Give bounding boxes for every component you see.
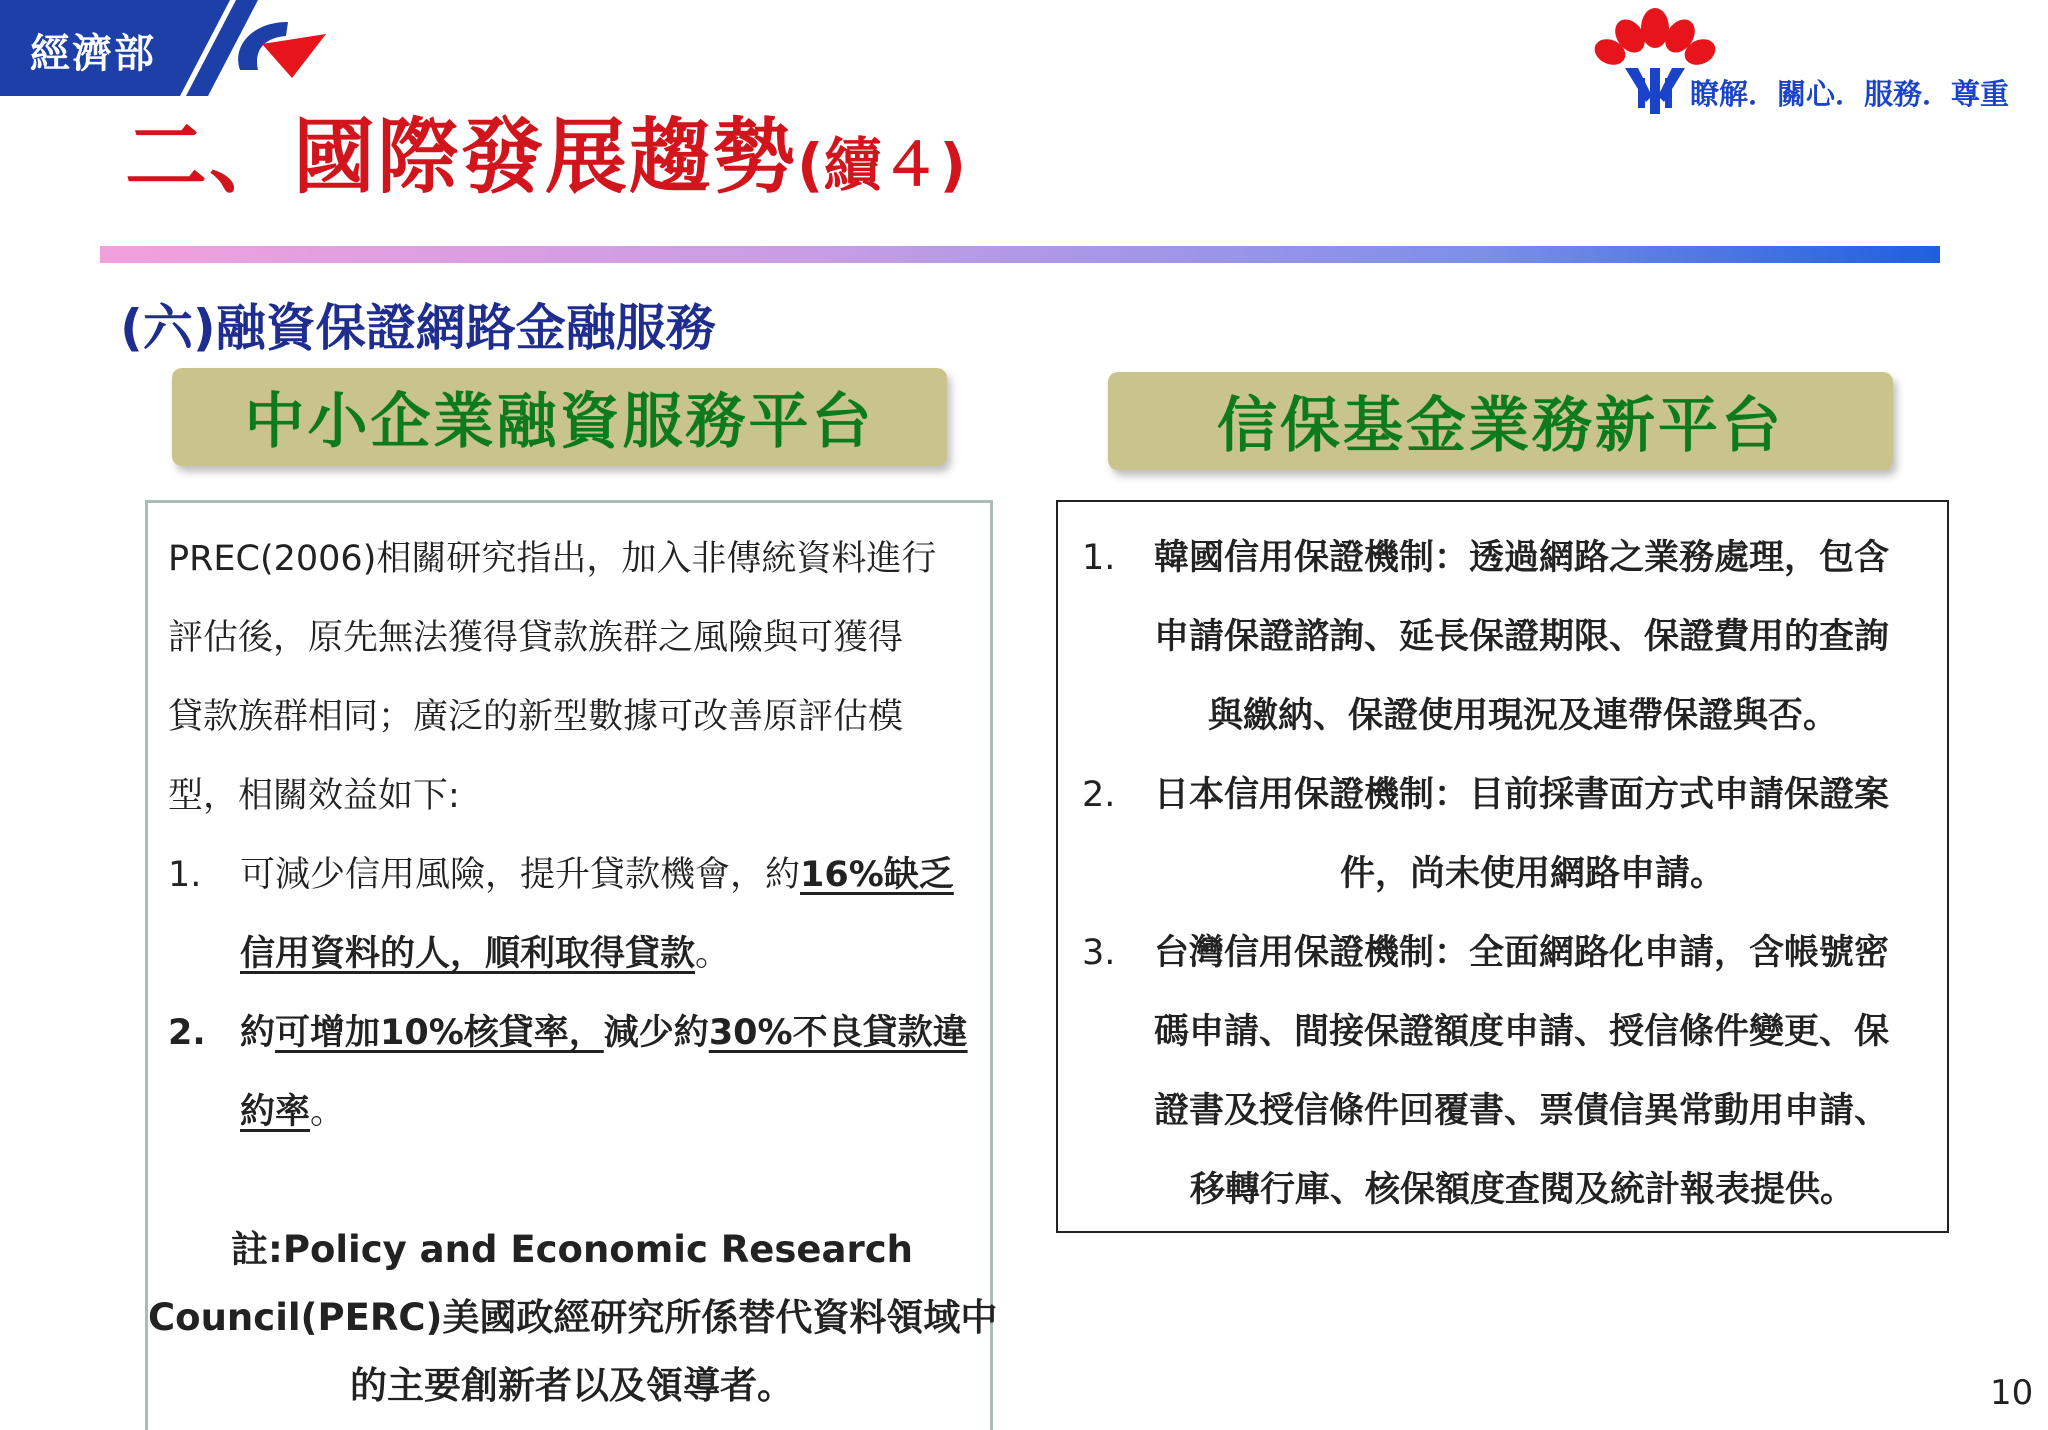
intro-line: 評估後，原先無法獲得貸款族群之風險與可獲得 — [168, 618, 904, 658]
list-number: 2. — [1082, 775, 1116, 815]
left-platform-title: 中小企業融資服務平台 — [172, 368, 947, 466]
footnote-line: 的主要創新者以及領導者。 — [350, 1364, 794, 1407]
benefit-item-2-line1 — [240, 1011, 968, 1055]
list-item-line: 申請保證諮詢、延長保證期限、保證費用的查詢 — [1154, 617, 1890, 657]
left-content-box — [145, 500, 998, 1430]
list-item-line: 與繳納、保證使用現況及連帶保證與否。 — [1208, 696, 1839, 736]
benefit-highlight: 信用資料的人，順利取得貸款 — [240, 934, 696, 974]
benefit-number: 2. — [168, 1013, 206, 1053]
benefit-number: 1. — [168, 855, 202, 895]
list-item-line: 碼申請、間接保證額度申請、授信條件變更、保 — [1154, 1012, 1890, 1052]
page-title — [125, 92, 967, 205]
right-platform-title: 信保基金業務新平台 — [1108, 372, 1893, 470]
page-title-main: 二、國際發展趨勢 — [125, 110, 798, 205]
list-item-line: 件，尚未使用網路申請。 — [1340, 854, 1726, 894]
benefit-highlight: 30%不良貸款違 — [708, 1013, 968, 1053]
red-arrow-icon — [262, 34, 326, 78]
list-item-line: 證書及授信條件回覆書、票債信異常動用申請、 — [1154, 1091, 1890, 1131]
intro-line: PREC(2006)相關研究指出，加入非傳統資料進行 — [168, 539, 937, 579]
benefit-text: 減少約 — [603, 1013, 709, 1053]
benefit-text: 。 — [695, 934, 731, 974]
list-number: 1. — [1082, 538, 1116, 578]
list-item-line: 日本信用保證機制：目前採書面方式申請保證案 — [1154, 775, 1890, 815]
benefit-text: 約 — [240, 1013, 276, 1053]
slogan: 瞭解．關心．服務．尊重 — [1690, 77, 2010, 111]
footnote-line: Council(PERC)美國政經研究所係替代資料領域中 — [148, 1296, 998, 1339]
benefit-highlight: 可增加10%核貸率， — [275, 1013, 604, 1053]
list-item-line: 台灣信用保證機制：全面網路化申請，含帳號密 — [1154, 933, 1890, 973]
page-title-suffix: (續４) — [797, 131, 967, 199]
page-number: 10 — [1990, 1373, 2034, 1413]
benefit-item-1-line1 — [240, 853, 954, 897]
benefit-text: 可減少信用風險，提升貸款機會，約 — [240, 855, 801, 895]
benefit-item-2-line2 — [240, 1090, 345, 1134]
footnote-line: 註:Policy and Economic Research — [231, 1228, 913, 1271]
list-item-line: 韓國信用保證機制：透過網路之業務處理，包含 — [1154, 538, 1890, 578]
title-divider — [100, 246, 1940, 263]
list-item-line: 移轉行庫、核保額度查閱及統計報表提供。 — [1190, 1170, 1856, 1210]
intro-line: 貸款族群相同；廣泛的新型數據可改善原評估模 — [168, 697, 904, 737]
benefit-highlight: 約率 — [240, 1092, 311, 1132]
ministry-name: 經濟部 — [30, 31, 156, 77]
intro-line: 型，相關效益如下: — [168, 776, 460, 816]
right-content-box — [1056, 500, 1949, 1233]
benefit-item-1-line2 — [240, 932, 730, 976]
section-heading: (六)融資保證網路金融服務 — [120, 299, 716, 357]
benefit-highlight: 16%缺乏 — [800, 855, 954, 895]
list-number: 3. — [1082, 933, 1116, 973]
benefit-text: 。 — [310, 1092, 346, 1132]
